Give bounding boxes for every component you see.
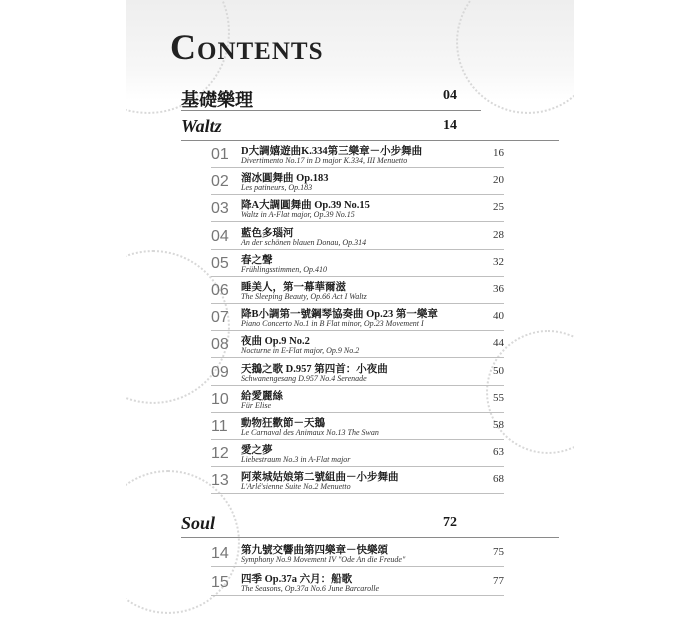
entry-title: 藍色多瑙河 [241,227,294,239]
toc-entry[interactable] [211,143,504,168]
entry-title: 降B小調第一號鋼琴協奏曲 Op.23 第一樂章 [241,309,438,321]
entry-page: 63 [493,446,504,459]
entry-subtitle: Piano Concerto No.1 in B Flat minor, Op.23 Movement I [241,319,424,329]
entry-title: 阿萊城姑娘第二號組曲－小步舞曲 [241,472,399,484]
entry-subtitle: Liebestraum No.3 in A-Flat major [241,455,351,465]
entry-subtitle: Le Carnaval des Animaux No.13 The Swan [241,428,379,437]
entry-page: 25 [493,201,504,214]
entry-title: 動物狂歡節－天鵝 [241,418,325,429]
toc-entry[interactable] [211,542,504,567]
entry-page: 16 [493,147,504,159]
entry-subtitle: Divertimento No.17 in D major K.334, III Menuetto [241,156,408,165]
entry-page: 68 [493,473,504,486]
section-basics[interactable] [181,86,481,111]
toc-entry[interactable] [211,225,504,250]
section-waltz[interactable] [181,116,559,141]
entry-number: 04 [211,227,229,245]
entry-number: 05 [211,254,229,272]
toc-entry[interactable] [211,197,504,222]
entry-subtitle: The Seasons, Op.37a No.6 June Barcarolle [241,584,380,593]
entry-subtitle: Schwanengesang D.957 No.4 Serenade [241,373,367,383]
entry-subtitle: An der schönen blauen Donau, Op.314 [241,237,367,247]
entry-subtitle: Nocturne in E-Flat major, Op.9 No.2 [241,346,360,356]
entry-page: 75 [493,546,504,558]
entry-page: 32 [493,255,504,268]
contents-page [126,0,574,630]
entry-number: 03 [211,200,229,218]
entry-page: 20 [493,174,504,187]
entry-subtitle: Les patineurs, Op.183 [241,183,313,193]
entry-title: D大調嬉遊曲K.334第三樂章－小步舞曲 [241,146,423,157]
entry-number: 09 [211,363,229,381]
entry-title: 降A大調圓舞曲 Op.39 No.15 [241,200,370,212]
entry-subtitle: The Sleeping Beauty, Op.66 Act I Waltz [241,292,367,301]
entry-title: 溜冰圓舞曲 Op.183 [241,173,329,185]
entry-subtitle: Symphony No.9 Movement IV "Ode An die Freude" [241,555,406,564]
entry-page: 55 [493,391,504,404]
entry-number: 13 [211,472,229,490]
entry-title: 給愛麗絲 [241,390,283,402]
entry-title: 愛之夢 [241,445,273,457]
entry-title: 春之聲 [241,254,273,266]
section-page: 04 [443,88,457,103]
toc-entry[interactable] [211,306,504,331]
section-title: 基礎樂理 [181,90,253,110]
page-title: Contents [170,27,324,67]
section-soul[interactable] [181,513,559,538]
entry-page: 28 [493,228,504,241]
entry-subtitle: Für Elise [241,400,271,410]
toc-entry[interactable] [211,388,504,413]
toc-entry[interactable] [211,415,504,440]
entry-page: 40 [493,310,504,323]
section-page: 14 [443,118,457,133]
entry-page: 36 [493,283,504,295]
entry-number: 01 [211,146,229,163]
toc-entry[interactable] [211,279,504,304]
entry-number: 11 [211,418,228,435]
entry-page: 50 [493,364,504,377]
entry-page: 58 [493,419,504,431]
entry-number: 14 [211,545,229,562]
entry-number: 15 [211,574,229,591]
entry-page: 44 [493,337,504,350]
toc-entry[interactable] [211,252,504,277]
entry-page: 77 [493,575,504,587]
entry-number: 06 [211,282,229,299]
toc-entry[interactable] [211,361,504,386]
entry-subtitle: Waltz in A-Flat major, Op.39 No.15 [241,210,355,220]
toc-entry[interactable] [211,571,504,596]
entry-number: 12 [211,445,229,463]
section-title: Soul [181,513,216,533]
entry-title: 睡美人，第一幕華爾滋 [241,282,346,293]
entry-number: 07 [211,309,229,327]
entry-title: 四季 Op.37a 六月：船歌 [241,574,353,585]
entry-subtitle: L'Arlé'sienne Suite No.2 Menuetto [241,482,351,492]
toc-entry[interactable] [211,469,504,494]
entry-number: 02 [211,173,229,191]
section-title: Waltz [181,116,222,136]
toc-entry[interactable] [211,170,504,195]
toc-entry[interactable] [211,442,504,467]
entry-title: 天鵝之歌 D.957 第四首：小夜曲 [241,363,388,375]
entry-subtitle: Frühlingsstimmen, Op.410 [241,264,327,274]
entry-title: 第九號交響曲第四樂章－快樂頌 [241,545,388,556]
entry-title: 夜曲 Op.9 No.2 [241,336,310,348]
entry-number: 08 [211,336,229,354]
entry-number: 10 [211,390,229,408]
section-page: 72 [443,515,457,530]
toc-entry[interactable] [211,333,504,358]
